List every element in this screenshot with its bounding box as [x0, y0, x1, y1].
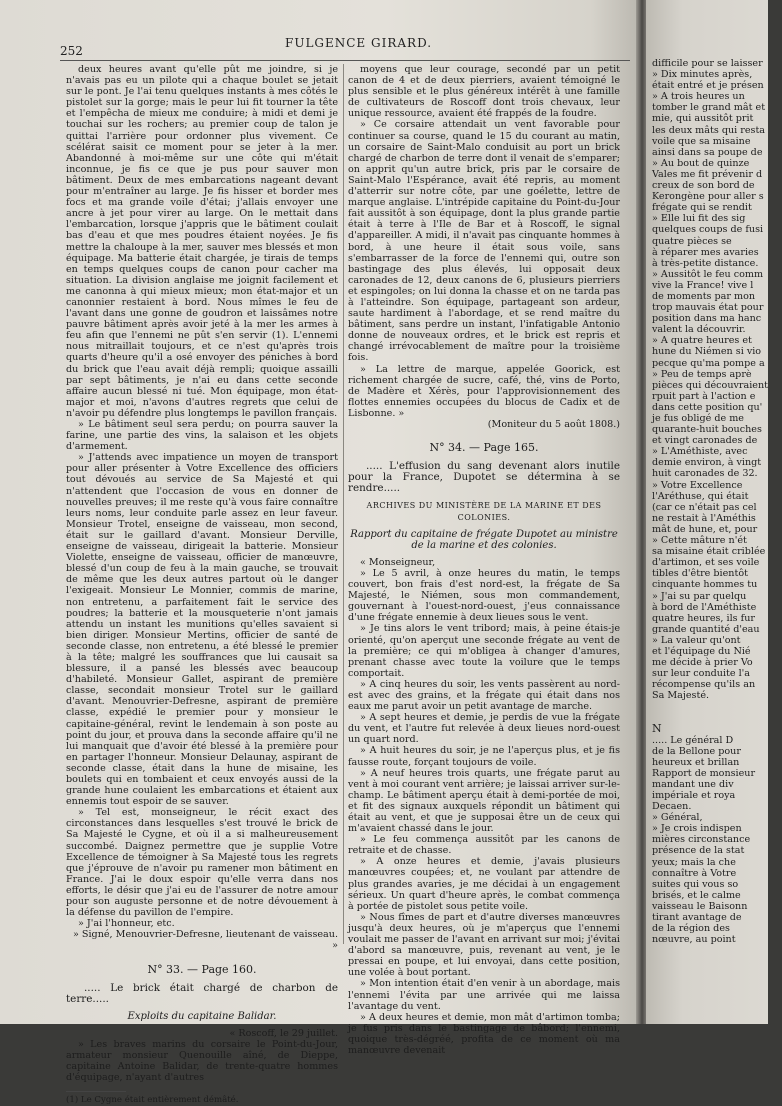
paragraph: » La lettre de marque, appelée Goorick, est richement chargée de sucre, café, thé, vins de Porto, de Madère et Xérès, pour l'approvisionnement des flottes ennemies occupées du blocus de Cadix et de Lisbonne. »: [348, 363, 620, 419]
facing-line: vive la France! vive l: [652, 279, 754, 291]
facing-line: pecque qu'ma pompe a: [652, 357, 765, 369]
paragraph: » J'attends avec impatience un moyen de transport pour aller présenter à Votre Excellence des officiers tout dévoués au service de Sa Majesté et qui n'attendent que l'occasion de vous en donner de nouvelles preuves; il me reste qu'à vous faire connaître leurs noms, leur conduite parle assez en leur faveur. Monsieur Trotel, enseigne de vaisseau, mon second, était sur le gaillard d'avant. Monsieur Derville, enseigne de vaisseau, dirigeait la batterie. Monsieur Violette, enseigne de vaisseau, officier de manœuvre, blessé d'un coup de feu à la main gauche, se trouvait de même que les deux autres partout où le danger l'exigeait. Monsieur Le Monnier, commis de marine, non entretenu, a parfaitement fait le service des poudres; la batterie et la mousqueterie n'ont jamais attendu un instant les munitions qu'elles savaient si bien diriger. Monsieur Mertins, officier de santé de seconde classe, non entretenu, a été blessé le premier à la tête; malgré les souffrances que lui causait sa blessure, il a pansé les blessés avec beaucoup d'habileté. Monsieur Gallet, aspirant de première classe, secondait monsieur Trotel sur le gaillard d'avant. Menouvrier-Defresne, aspirant de première classe, expédié le premier pour y monsieur le capitaine-général, revint le lendemain à son poste au point du jour, et prouva dans la seconde affaire qu'il ne lui manquait que d'avoir été blessé à la première pour en partager l'honneur. Monsieur Delaunay, aspirant de seconde classe, était dans la hune de misaine, les boulets qui en tombaient et ceux envoyés aussi de la grande hune coulaient les embarcations et étaient aux ennemis tout espoir de se sauver.: [66, 452, 338, 808]
footnote: (1) Le Cygne était entièrement démâté.: [66, 1095, 239, 1106]
facing-line: » A quatre heures et: [652, 335, 752, 347]
facing-line: récompense qu'ils an: [652, 679, 756, 691]
facing-line: ainsi dans sa poupe de: [652, 146, 763, 158]
facing-line: quarante-huit bouches: [652, 424, 762, 436]
facing-line: yeux; mais la che: [652, 856, 736, 868]
facing-line: » Je crois indispen: [652, 823, 742, 835]
paragraph: » A huit heures du soir, je ne l'aperçus plus, et je fis fausse route, forçant toujours de voile.: [348, 745, 620, 768]
facing-line: » Aussitôt le feu comm: [652, 268, 764, 280]
paragraph: » A neuf heures trois quarts, une frégate parut au vent à moi courant vent arrière; je laissai arriver sur-le-champ. Le bâtiment aperçu était à demi-portée de moi, et fit des signaux auxquels répondit un bâtiment qui était au vent, et que je supposai être un de ceux qui m'avaient chassé dans le jour.: [348, 767, 620, 835]
facing-line: Decaen.: [652, 801, 692, 813]
facing-line: Rapport de monsieur: [652, 767, 756, 779]
facing-line: ne restait à l'Améthis: [652, 512, 756, 524]
paragraph: » Tel est, monseigneur, le récit exact des circonstances dans lesquelles s'est trouvé le brick de Sa Majesté le Cygne, et où il a si malheureusement succombé. Daignez permettre que je supplie Votre Excellence de témoigner à Sa Majesté tous les regrets que j'éprouve de n'avoir pu ramener mon bâtiment en France. J'ai le doux espoir qu'elle verra dans nos efforts, le désir que j'ai eu de l'assurer de notre amour pour son auguste personne et de notre dévouement à la défense du pavillon de l'empire.: [66, 807, 338, 919]
facing-line: demie environ, à vingt: [652, 457, 762, 469]
facing-line: et l'équipage du Nié: [652, 645, 751, 657]
facing-line: rpuit part à l'action e: [652, 390, 756, 402]
facing-line: » Cette mâture n'ét: [652, 535, 747, 547]
facing-line: » J'ai su par quelqu: [652, 590, 747, 602]
facing-line: position dans ma hanc: [652, 313, 762, 325]
facing-line: mandant une div: [652, 778, 734, 790]
facing-line: brisés, et le calme: [652, 889, 741, 901]
facing-line: mières circonstance: [652, 834, 751, 846]
paragraph: » A onze heures et demie, j'avais plusieurs manœuvres coupées; et, ne voulant par attendre de plus grandes avaries, je me décidai à un engagement sérieux. Un quart d'heure après, le combat commença à portée de pistolet sous petite voile.: [348, 856, 620, 912]
facing-line: » Au bout de quinze: [652, 157, 750, 169]
facing-line: de la région des: [652, 923, 730, 935]
paragraph: » J'ai l'honneur, etc.: [78, 918, 175, 930]
section-title: Exploits du capitaine Balidar.: [127, 1010, 277, 1022]
paragraph: » A cinq heures du soir, les vents passèrent au nord-est avec des grains, et la frégate qui était dans nos eaux me parut avoir un petit avantage de marche.: [348, 678, 620, 713]
facing-line: je fus obligé de me: [652, 413, 744, 424]
facing-line: ..... Le général D: [652, 734, 734, 746]
facing-line: quatre pièces se: [652, 235, 732, 247]
facing-line: » Votre Excellence: [652, 479, 743, 491]
facing-line: » Elle lui fit des sig: [652, 213, 746, 225]
facing-line: voile que sa misaine: [652, 135, 751, 147]
signature: » Signé, Menouvrier-Defresne, lieutenant de vaisseau. »: [73, 929, 338, 952]
facing-line: tibles d'être bientôt: [652, 568, 748, 580]
paragraph: » Ce corsaire attendait un vent favorable pour continuer sa course, quand le 15 du courant au matin, un corsaire de Saint-Malo conduisit au port un brick chargé de charbon de terre dont il venait de s'emparer; on apprit qu'un autre brick, pris par le corsaire de Saint-Malo l'Espérance, avait été repris, au moment d'atterrir sur notre côte, par une goélette, lettre de marque anglaise. L'intrépide capitaine du Point-du-Jour fait aussitôt à son équipage, dont la plus grande partie était à terre à l'Ile de Bar et à Roscoff, le signal d'appareiller. A midi, il n'avait pas cinquante hommes à bord, à une heure il était sous voile, sans s'embarrasser de la force de l'ennemi qui, outre son bastingage des plus élevés, lui opposait deux caronades de 12, deux canons de 6, plusieurs pierriers et espingoles; on lui donna la chasse et on ne tarda pas à l'atteindre. Son équipage, partageant son ardeur, saute hardiment à l'abordage, et se rend maître du bâtiment, sans perdre un instant, l'infatigable Antonio donne de nouveaux ordres, et le brick est repris et changé irrévocablement de maître pour la troisième fois.: [348, 119, 620, 364]
facing-line: quelques coups de fusi: [652, 224, 764, 236]
facing-line: me décide à prier Vo: [652, 657, 753, 669]
facing-line: de moments par mon: [652, 290, 756, 302]
facing-line: tirant avantage de: [652, 912, 742, 924]
facing-line: (car ce n'était pas cel: [652, 501, 757, 513]
paragraph: » Le feu commença aussitôt par les canons de retraite et de chasse.: [348, 834, 620, 857]
facing-line: vaisseau le Baisonn: [652, 900, 748, 912]
section-lead: ..... L'effusion du sang devenant alors inutile pour la France, Dupotet se détermina à se rendre.....: [348, 460, 620, 495]
facing-line: huit caronades de 32.: [652, 468, 758, 480]
facing-line: grande quantité d'eau: [652, 623, 760, 635]
moniteur-citation: (Moniteur du 5 août 1808.): [487, 419, 620, 430]
left-column: [66, 64, 338, 1106]
right-column: [348, 64, 620, 1056]
paragraph: » Le 5 avril, à onze heures du matin, le temps couvert, bon frais d'est nord-est, la frégate de Sa Majesté, le Niémen, sous mon commandement, gouvernant à l'ouest-nord-ouest, j'eus connaissance d'une frégate ennemie à deux lieues sous le vent.: [348, 567, 620, 624]
facing-line: impériale et roya: [652, 790, 736, 801]
facing-line: tomber le grand mât et: [652, 102, 766, 114]
facing-line: sur leur conduite l'a: [652, 668, 751, 680]
report-title: Rapport du capitaine de frégate Dupotet au ministre de la marine et des colonies.: [350, 528, 618, 551]
facing-page-column: [652, 58, 782, 945]
facing-line: » Dix minutes après,: [652, 69, 753, 81]
section-heading: N° 34. — Page 165.: [429, 441, 539, 455]
facing-line: les deux mâts qui resta: [652, 124, 766, 136]
facing-lines-top: [652, 58, 782, 701]
section-lead: ..... Le brick était chargé de charbon de terre.....: [66, 981, 338, 1005]
paragraph: » A sept heures et demie, je perdis de vue la frégate du vent, et l'autre fut relevée à deux lieues nord-ouest un quart nord.: [348, 712, 620, 746]
facing-line: mât de hune, et, pour: [652, 523, 758, 535]
facing-line: trop mauvais état pour: [652, 302, 764, 314]
facing-line: » Peu de temps aprè: [652, 368, 752, 380]
facing-line: Kerongène pour aller s: [652, 191, 764, 203]
paragraph: » Nous fîmes de part et d'autre diverses manœuvres jusqu'à deux heures, où je m'aperçus que l'ennemi voulait me passer de l'avant en arrivant sur moi; j'évitai d'abord sa manœuvre, puis, revenant au vent, je le pressai en poupe, et lui envoyai, dans cette position, une volée à bout portant.: [348, 911, 620, 979]
facing-line: nœuvre, au point: [652, 934, 736, 946]
paragraph: » Mon intention était d'en venir à un abordage, mais l'ennemi l'évita par une arrivée qui me laissa l'avantage du vent.: [348, 978, 620, 1012]
facing-line: l'Aréthuse, qui était: [652, 490, 749, 502]
facing-line: cinquante hommes tu: [652, 579, 758, 591]
paragraph: deux heures avant qu'elle pût me joindre, si je n'avais pas eu un pilote qui a chaque boulet se jetait sur le pont. Je l'ai tenu quelques instants à mes côtés le pistolet sur la gorge; mais le peur lui fit tourner la tête et l'empêcha de mieux me conduire; à midi et demi je touchai sur les rochers; au premier coup de talon je quittai l'arrière pour ordonner plus vivement. Ce scélérat saisit ce moment pour se jeter à la mer. Abandonné à moi-même sur une côte qui m'était inconnue, je fis ce que je pus pour sauver mon bâtiment. Deux de mes embarcations nageant devant pour m'entraîner au large. Je fis hisser et border mes focs et ma grande voile d'étai; j'allais envoyer une ancre à jet pour virer au large. On le mettait dans l'embarcation, lorsque j'appris que le bâtiment coulait bas d'eau et que mes poudres étaient noyées. Je fis mettre la chaloupe à la mer, sauver mes blessés et mon équipage. Ma batterie était chargée, je tirais de temps en temps quelques coups de canon pour cacher ma situation. La division anglaise me joignit facilement et me canonna à qui mieux mieux; mon état-major et un canonnier restaient à bord. Nous mîmes le feu de l'avant dans une gonne de goudron et laissâmes notre pauvre bâtiment après avoir jeté à la mer les armes à feu afin que l'ennemi ne pût s'en servir (1). L'ennemi nous mitraillait toujours, et ce n'est qu'après trois quarts d'heure qu'il a osé envoyer des péniches à bord du brick que l'eau avait déjà rempli; quoique assailli par sept bâtiments, je n'ai eu dans cette seconde affaire aucun blessé ni tué. Mon équipage, mon état-major et moi, n'avons d'autres regrets que celui de n'avoir pu défendre plus longtemps le pavillon français.: [66, 64, 338, 419]
paragraph: » Le bâtiment seul sera perdu; on pourra sauver la farine, une partie des vins, la salaison et les objets d'armement.: [66, 419, 338, 453]
facing-line: suites qui vous so: [652, 878, 739, 890]
facing-section-mark: N: [652, 722, 662, 736]
header-rule: [60, 60, 630, 61]
dateline: « Roscoff, le 29 juillet.: [229, 1027, 338, 1039]
facing-lines-bottom: [652, 735, 782, 946]
section-heading: N° 33. — Page 160.: [147, 962, 257, 976]
facing-line: difficile pour se laisser: [652, 58, 763, 69]
facing-line: quatre heures, ils fur: [652, 612, 755, 624]
facing-line: et vingt caronades de: [652, 435, 758, 447]
facing-line: présence de la stat: [652, 845, 745, 857]
paragraph: » A deux heures et demie, mon mât d'artimon tomba; je fus pris dans le bastingage de bâbord; l'ennemi, quoique très-dégréé, profita de ce moment où ma manœuvre devenait: [348, 1011, 620, 1056]
facing-line: heureux et brillan: [652, 756, 740, 768]
facing-line: dans cette position qu': [652, 401, 763, 413]
facing-line: pièces qui découvraient: [652, 379, 769, 391]
page-header: [60, 36, 620, 58]
page-number: 252: [60, 44, 83, 58]
paragraph: » Je tins alors le vent tribord; mais, à peine étais-je orienté, qu'on aperçut une seconde frégate au vent de la première; ce qui m'obligea à changer d'amures, prenant chasse avec toute la voilure que le temps comportait.: [348, 623, 620, 679]
facing-line: » L'Améthiste, avec: [652, 446, 748, 458]
facing-line: de la Bellone pour: [652, 745, 741, 757]
paragraph: moyens que leur courage, secondé par un petit canon de 4 et de deux pierriers, avaient témoigné le plus sensible et le plus généreux intérêt à une famille de cultivateurs de Roscoff dont trois chevaux, leur unique ressource, avaient été frappés de la foudre.: [348, 64, 620, 120]
facing-line: à bord de l'Améthiste: [652, 601, 757, 613]
facing-line: creux de son bord de: [652, 180, 755, 192]
facing-page: [646, 0, 768, 1024]
column-divider: [343, 64, 344, 944]
facing-line: à très-petite distance.: [652, 257, 759, 269]
facing-line: hune du Niémen si vio: [652, 346, 762, 358]
facing-line: était entré et je présen: [652, 80, 764, 92]
facing-line: connaître à Votre: [652, 867, 737, 879]
running-title: FULGENCE GIRARD.: [285, 36, 433, 50]
facing-gap: [652, 701, 782, 723]
facing-line: frégate qui se rendit: [652, 202, 752, 214]
salutation: « Monseigneur,: [360, 556, 436, 568]
facing-line: mie, qui aussitôt prit: [652, 113, 754, 125]
facing-line: » Général,: [652, 812, 703, 824]
paragraph: » Les braves marins du corsaire le Point-du-Jour, armateur monsieur Quenouille aîné, de Dieppe, capitaine Antoine Balidar, de trente-quatre hommes d'équipage, n'ayant d'autres: [66, 1038, 338, 1084]
facing-line: sa misaine était criblée: [652, 546, 766, 558]
facing-line: valent la découvrir.: [652, 324, 746, 336]
facing-line: à réparer mes avaries: [652, 246, 759, 258]
facing-line: d'artimon, et ses voile: [652, 557, 760, 569]
facing-line: » La valeur qu'ont: [652, 634, 741, 646]
facing-line: Vales me fit prévenir d: [652, 168, 763, 180]
facing-line: Sa Majesté.: [652, 690, 710, 702]
facing-line: » A trois heures un: [652, 91, 745, 103]
footnote-rule: [66, 1091, 126, 1092]
archives-heading: ARCHIVES DU MINISTÈRE DE LA MARINE ET DES COLONIES.: [366, 501, 602, 522]
